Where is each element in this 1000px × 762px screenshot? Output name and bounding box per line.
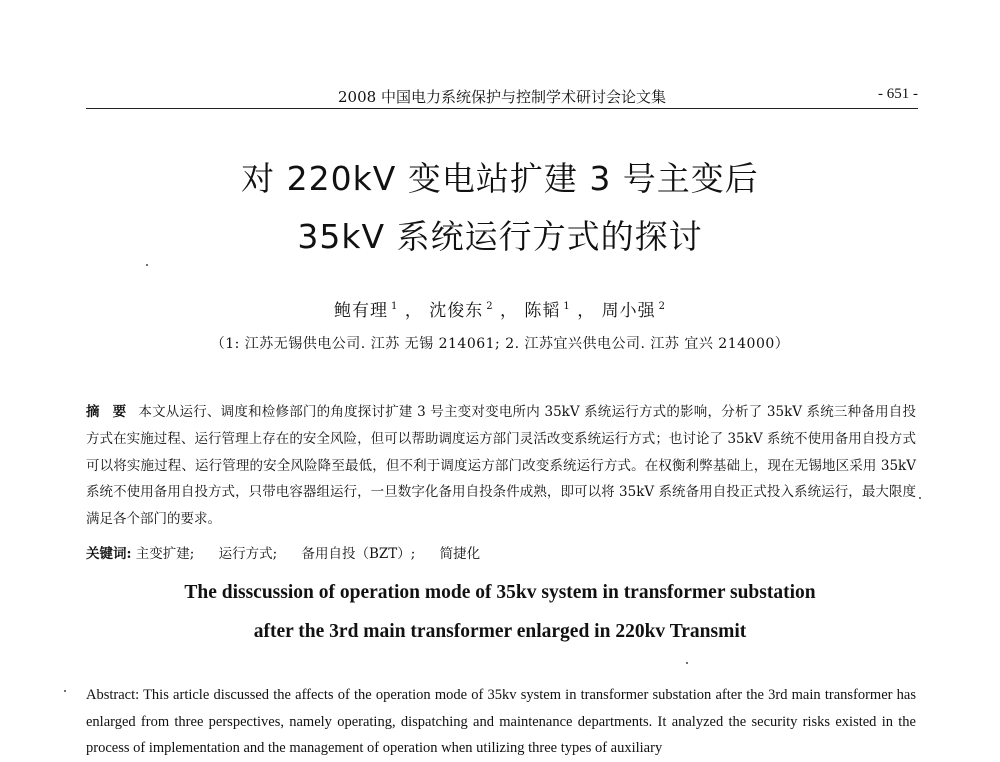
chinese-abstract <box>86 399 916 533</box>
author-name: 沈俊东 <box>429 301 484 321</box>
author-affiliation-mark: 1 <box>391 301 399 312</box>
author-name: 周小强 <box>601 301 656 321</box>
english-title-line-1: The disscussion of operation mode of 35kv system in transformer substation <box>184 582 816 603</box>
english-abstract: Abstract: This article discussed the affects of the operation mode of 35kv system in transformer substation after the 3rd main transformer has enlarged from three perspectives, namely operating, dispatching and maintenance departments. It analyzed the security risks existed in the process of implementation and the management of operation when utilizing three types of auxiliary <box>86 687 916 756</box>
chinese-title-line-1: 对 220kV 变电站扩建 3 号主变后 <box>241 159 759 198</box>
running-header <box>86 84 918 109</box>
scan-speck <box>64 690 66 692</box>
scan-speck <box>146 264 148 266</box>
keyword: 运行方式; <box>218 546 278 562</box>
chinese-keywords <box>86 542 916 562</box>
conference-name: 2008 中国电力系统保护与控制学术研讨会论文集 <box>338 88 666 106</box>
affiliations: （1: 江苏无锡供电公司. 江苏 无锡 214061; 2. 江苏宜兴供电公司. 江苏 宜兴 214000） <box>210 336 790 352</box>
author-separator: ， <box>404 301 423 321</box>
english-title-line-2: after the 3rd main transformer enlarged in 220kv Transmit <box>253 621 747 642</box>
scan-speck <box>919 497 921 499</box>
author-affiliation-mark: 1 <box>563 301 571 312</box>
keyword: 简捷化 <box>439 546 481 562</box>
author-separator: ， <box>500 301 518 321</box>
keyword: 备用自投（BZT）; <box>301 546 416 562</box>
chinese-title-line-2: 35kV 系统运行方式的探讨 <box>297 217 703 256</box>
author-separator: ， <box>577 301 596 321</box>
author-list <box>0 296 1000 321</box>
author-name: 鲍有理 <box>334 301 389 321</box>
author-affiliation-mark: 2 <box>658 301 666 312</box>
page-number: - 651 - <box>878 86 918 102</box>
abstract-label: 摘 要 <box>86 404 131 420</box>
author-name: 陈韬 <box>524 301 561 321</box>
scan-speck <box>686 662 688 664</box>
abstract-text: 本文从运行、调度和检修部门的角度探讨扩建 3 号主变对变电所内 35kV 系统运行方式的影响，分析了 35kV 系统三种备用自投方式在实施过程、运行管理上存在的安全风险，但可以帮助调度运方部门灵活改变系统运行方式；也讨论了 35kV 系统不使用备用自投方式可以将实施过程、运行管理的安全风险降至最低，但不利于调度运方部门改变系统运行方式。在权衡利弊基础上，现在无锡地区采用 35kV 系统不使用备用自投方式，只带电容器组运行，一旦数字化备用自投条件成熟，即可以将 35kV 系统备用自投正式投入系统运行，最大限度满足各个部门的要求。 <box>86 404 917 528</box>
author-affiliation-mark: 2 <box>486 301 494 312</box>
keywords-label: 关键词: <box>86 546 132 562</box>
keyword: 主变扩建; <box>135 546 195 562</box>
